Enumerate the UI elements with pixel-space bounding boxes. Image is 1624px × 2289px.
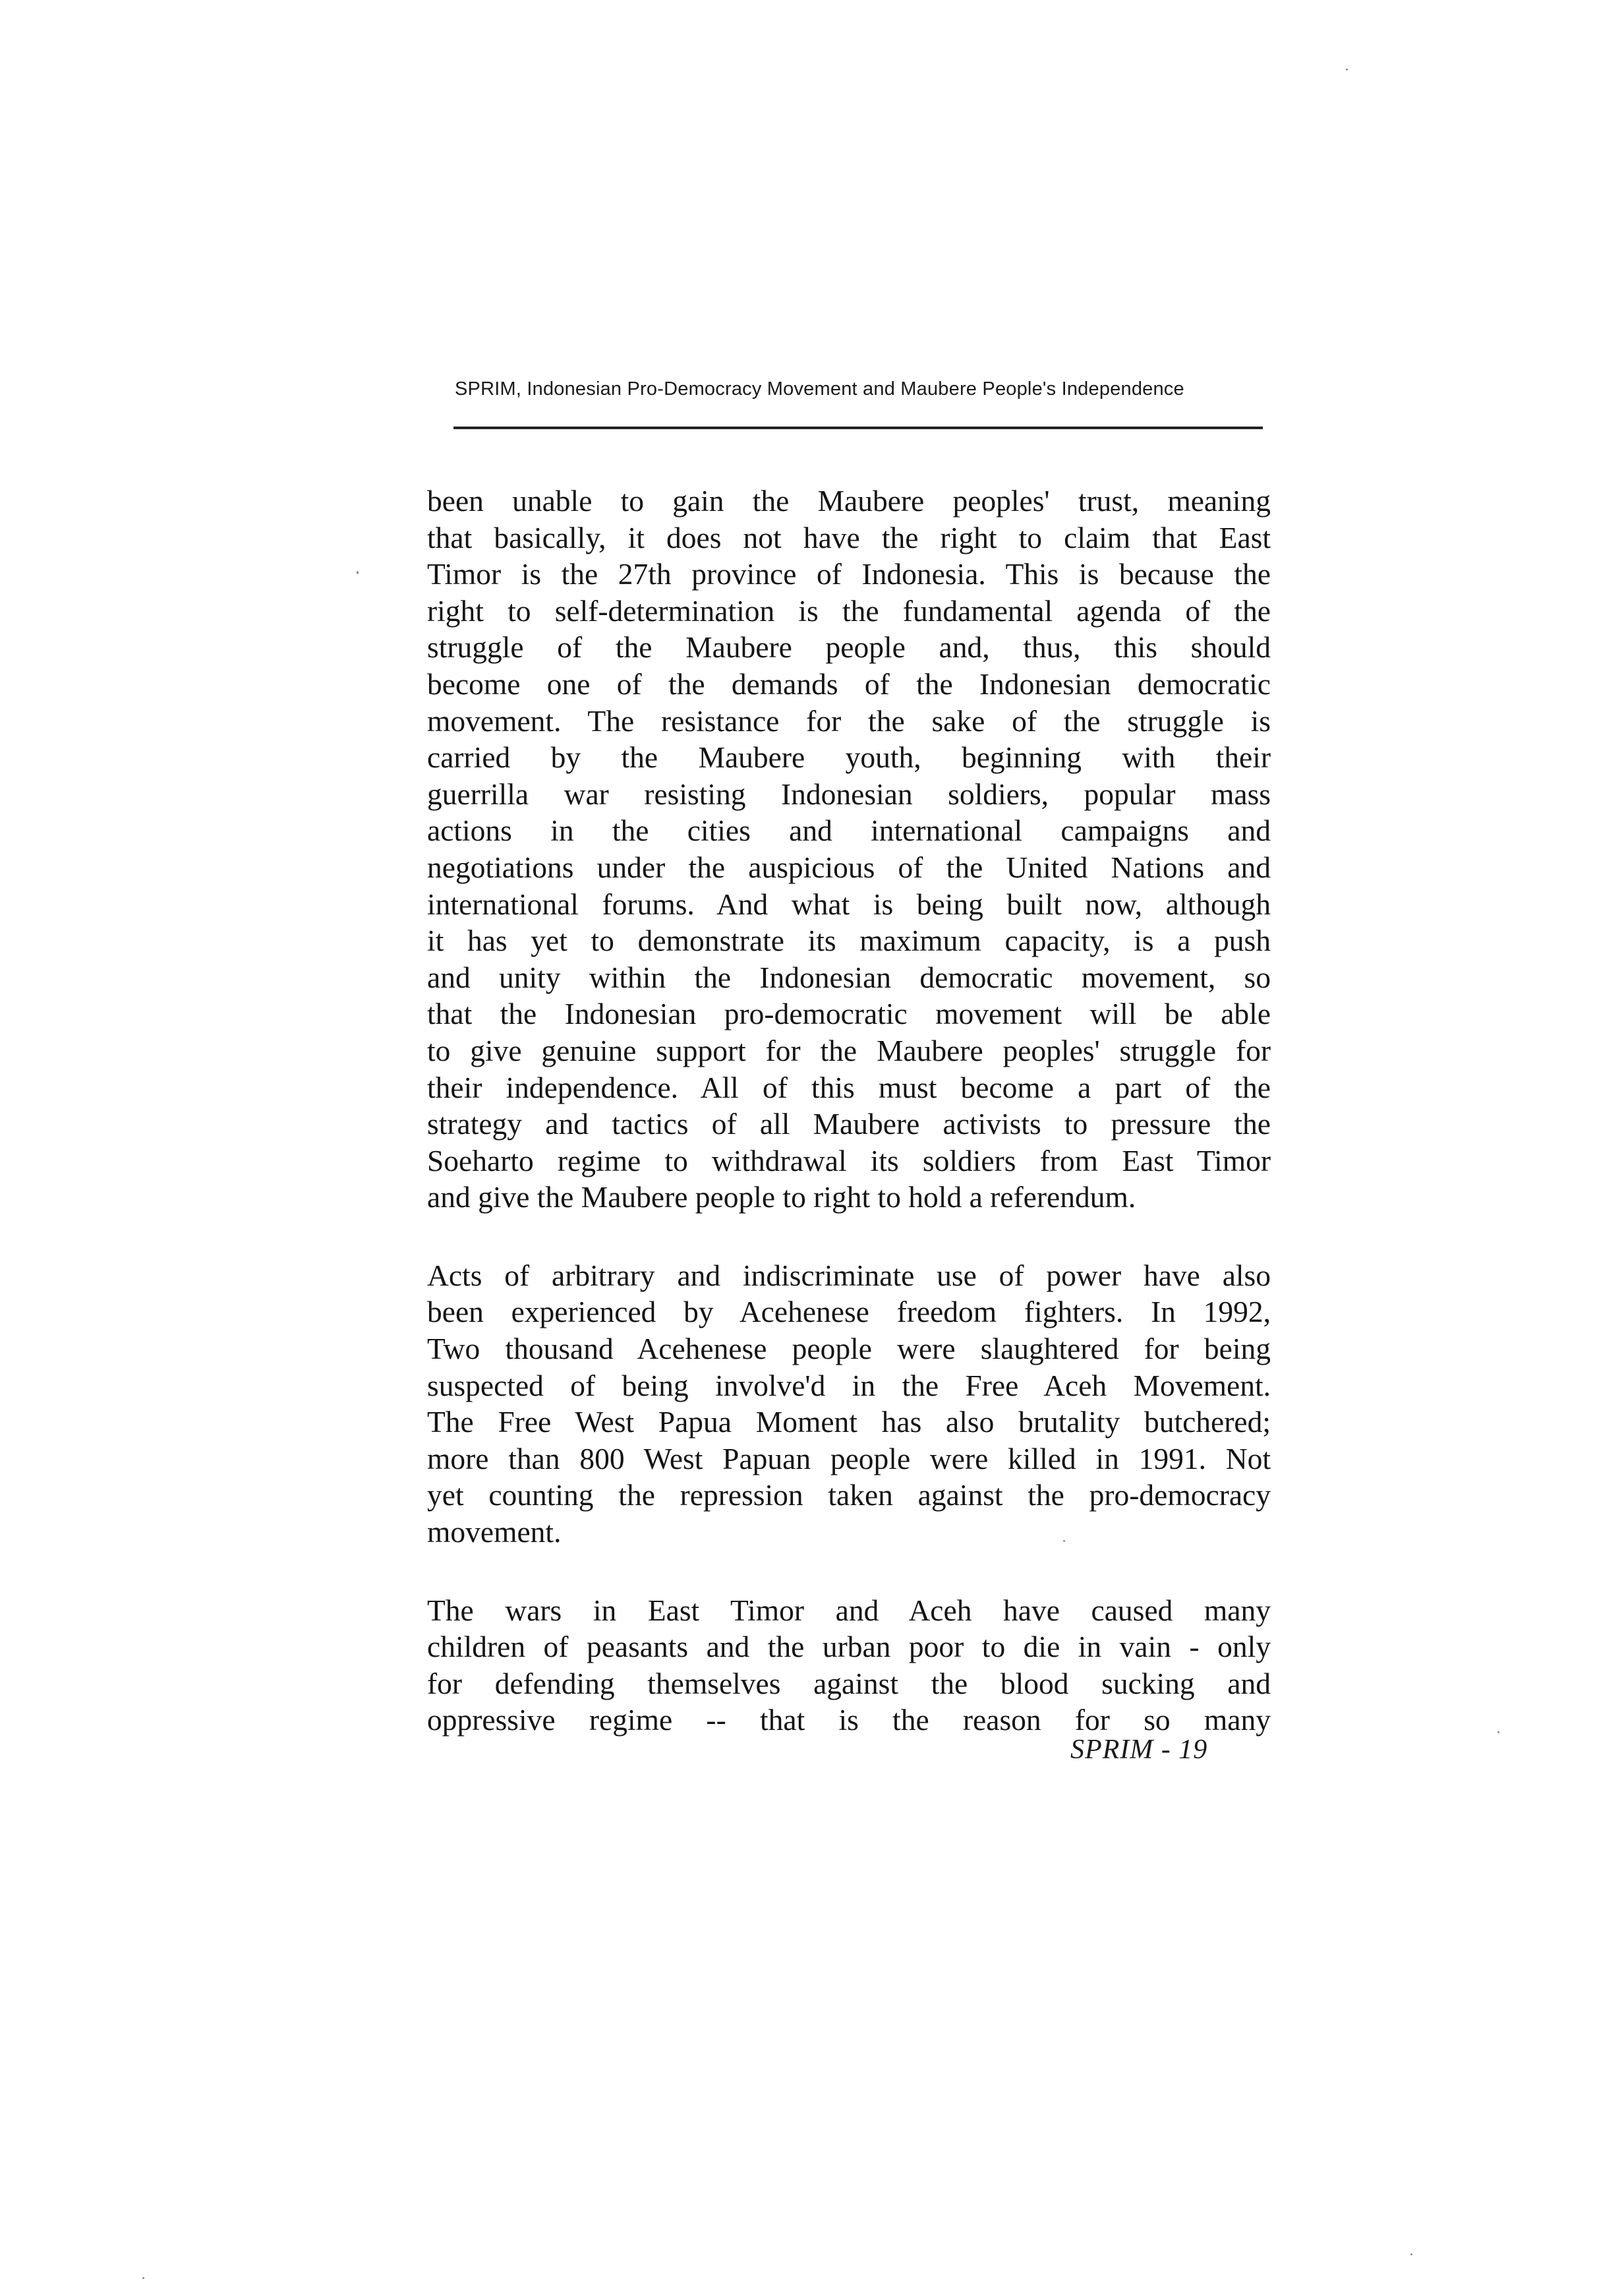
text-line: more than 800 West Papuan people were killed in 1991. Not <box>427 1441 1271 1475</box>
scan-speck <box>1063 1540 1065 1542</box>
scan-speck <box>357 571 359 574</box>
text-line: Two thousand Acehenese people were slaughtered for being <box>427 1332 1271 1366</box>
text-line: international forums. And what is being built now, although <box>427 887 1271 921</box>
text-line: oppressive regime -- that is the reason for so many <box>427 1703 1271 1737</box>
text-line: actions in the cities and international campaigns and <box>427 814 1271 848</box>
text-line: Soeharto regime to withdrawal its soldiers from East Timor <box>427 1143 1271 1177</box>
text-line: guerrilla war resisting Indonesian soldiers, popular mass <box>427 777 1271 811</box>
text-line: it has yet to demonstrate its maximum capacity, is a push <box>427 924 1271 958</box>
text-line: and unity within the Indonesian democratic movement, so <box>427 960 1271 994</box>
text-line: to give genuine support for the Maubere peoples' struggle for <box>427 1033 1271 1067</box>
text-line: that basically, it does not have the right to claim that East <box>427 520 1271 554</box>
text-line: Acts of arbitrary and indiscriminate use of power have also <box>427 1258 1271 1292</box>
paragraph-3 <box>427 1592 1271 1739</box>
text-line: The wars in East Timor and Aceh have caused many <box>427 1593 1271 1627</box>
body-text <box>427 483 1271 1780</box>
text-line: carried by the Maubere youth, beginning with their <box>427 740 1271 775</box>
text-line: and give the Maubere people to right to hold a referendum. <box>427 1180 1136 1214</box>
page-number: SPRIM - 19 <box>1070 1735 1208 1765</box>
text-line: yet counting the repression taken against the pro-democracy <box>427 1478 1271 1512</box>
text-line: become one of the demands of the Indonesian democratic <box>427 667 1271 701</box>
running-header: SPRIM, Indonesian Pro-Democracy Movement and Maubere People's Independence <box>455 378 1184 400</box>
scan-speck <box>142 2277 144 2279</box>
text-line: been experienced by Acehenese freedom fighters. In 1992, <box>427 1295 1271 1329</box>
text-line: right to self-determination is the fundamental agenda of the <box>427 593 1271 628</box>
text-line: strategy and tactics of all Maubere activists to pressure the <box>427 1107 1271 1141</box>
paragraph-1 <box>427 483 1271 1216</box>
text-line: struggle of the Maubere people and, thus, this should <box>427 630 1271 665</box>
text-line: movement. The resistance for the sake of the struggle is <box>427 703 1271 738</box>
paragraph-2 <box>427 1257 1271 1551</box>
text-line: for defending themselves against the blood sucking and <box>427 1666 1271 1700</box>
text-line: Timor is the 27th province of Indonesia. This is because the <box>427 557 1271 591</box>
text-line: that the Indonesian pro-democratic movement will be able <box>427 997 1271 1031</box>
scan-speck <box>1497 1731 1499 1733</box>
scan-speck <box>1346 69 1348 71</box>
text-line: suspected of being involve'd in the Free Aceh Movement. <box>427 1368 1271 1402</box>
scan-speck <box>1410 2253 1412 2255</box>
text-line: been unable to gain the Maubere peoples' trust, meaning <box>427 484 1271 518</box>
header-rule <box>453 427 1263 429</box>
text-line: their independence. All of this must become a part of the <box>427 1070 1271 1104</box>
text-line: negotiations under the auspicious of the United Nations and <box>427 850 1271 884</box>
text-line: The Free West Papua Moment has also brutality butchered; <box>427 1405 1271 1439</box>
text-line: children of peasants and the urban poor to die in vain - only <box>427 1630 1271 1664</box>
text-line: movement. <box>427 1515 562 1549</box>
